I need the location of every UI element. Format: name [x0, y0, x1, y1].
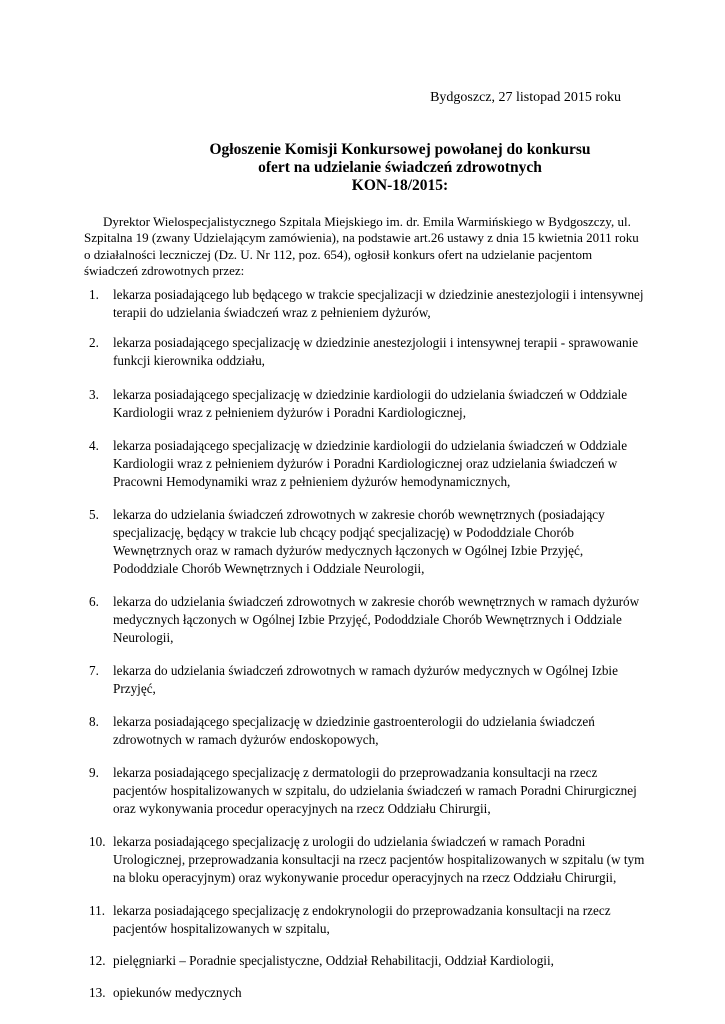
- list-item-number: 3.: [89, 387, 99, 402]
- list-item: [89, 437, 649, 491]
- title-line-2: ofert na udzielanie świadczeń zdrowotnych: [258, 159, 542, 176]
- list-item: [89, 984, 649, 1002]
- list-item-text: lekarza posiadającego specjalizację z urologii do udzielania świadczeń w ramach Poradni Urologicznej, przeprowadzania konsultacji na rzecz pacjentów hospitalizowanych w szpitalu (w tym na bloku operacyjnym) oraz wykonywanie procedur operacyjnych na rzecz Oddziału Chirurgii,: [113, 834, 645, 885]
- list-item-text: lekarza posiadającego specjalizację w dziedzinie gastroenterologii do udzielania świadczeń zdrowotnych w ramach dyżurów endoskopowych,: [113, 714, 595, 747]
- list-item: [89, 334, 649, 370]
- list-item-number: 2.: [89, 335, 99, 350]
- title-line-3: KON-18/2015:: [351, 177, 449, 194]
- list-item-text: pielęgniarki – Poradnie specjalistyczne, Oddział Rehabilitacji, Oddział Kardiologii,: [113, 953, 554, 968]
- list-item: [89, 286, 649, 322]
- document-title: [0, 141, 725, 195]
- list-item: [89, 952, 649, 970]
- list-item-number: 9.: [89, 765, 99, 780]
- list-item-text: lekarza posiadającego specjalizację w dziedzinie anestezjologii i intensywnej terapii - sprawowanie funkcji kierownika oddziału,: [113, 335, 639, 368]
- title-line-1: Ogłoszenie Komisji Konkursowej powołanej do konkursu: [209, 141, 591, 158]
- list-item: [89, 662, 649, 698]
- list-item-number: 10.: [89, 834, 106, 849]
- list-item-number: 5.: [89, 507, 99, 522]
- offer-list: [89, 286, 649, 1002]
- list-item: [89, 386, 649, 422]
- list-item-number: 13.: [89, 985, 106, 1000]
- list-item: [89, 833, 649, 887]
- list-item-text: lekarza posiadającego specjalizację z endokrynologii do przeprowadzania konsultacji na rzecz pacjentów hospitalizowanych w szpitalu,: [113, 903, 611, 936]
- intro-paragraph: [84, 214, 644, 279]
- list-item-number: 12.: [89, 953, 106, 968]
- intro-text: Dyrektor Wielospecjalistycznego Szpitala Miejskiego im. dr. Emila Warmińskiego w Bydgoszczy, ul. Szpitalna 19 (zwany Udzielającym zamówienia), na podstawie art.26 ustawy z dnia 15 kwietnia 2011 roku o działalności leczniczej (Dz. U. Nr 112, poz. 654), ogłosił konkurs ofert na udzielanie pacjentom świadczeń zdrowotnych przez:: [84, 214, 639, 278]
- list-item-number: 4.: [89, 438, 99, 453]
- list-item-text: lekarza do udzielania świadczeń zdrowotnych w zakresie chorób wewnętrznych (posiadający specjalizację, będący w trakcie lub chcący podjąć specjalizację) w Pododdziale Chorób Wewnętrznych oraz w ramach dyżurów medycznych łączonych w Ogólnej Izbie Przyjęć, Pododdziale Chorób Wewnętrznych i Oddziale Neurologii,: [113, 507, 605, 576]
- list-item: [89, 593, 649, 647]
- list-item-number: 6.: [89, 594, 99, 609]
- list-item-number: 7.: [89, 663, 99, 678]
- list-item: [89, 902, 649, 938]
- date-line: Bydgoszcz, 27 listopad 2015 roku: [430, 90, 621, 105]
- list-item-number: 1.: [89, 287, 99, 302]
- list-item-text: lekarza posiadającego specjalizację z dermatologii do przeprowadzania konsultacji na rzecz pacjentów hospitalizowanych w szpitalu, do udzielania świadczeń w ramach Poradni Chirurgicznej oraz wykonywania procedur operacyjnych na rzecz Oddziału Chirurgii,: [113, 765, 637, 816]
- list-item: [89, 506, 649, 578]
- list-item-text: lekarza posiadającego specjalizację w dziedzinie kardiologii do udzielania świadczeń w Oddziale Kardiologii wraz z pełnieniem dyżurów i Poradni Kardiologicznej,: [113, 387, 628, 420]
- list-item-text: opiekunów medycznych: [113, 985, 242, 1000]
- list-item-text: lekarza do udzielania świadczeń zdrowotnych w zakresie chorób wewnętrznych w ramach dyżurów medycznych łączonych w Ogólnej Izbie Przyjęć, Pododdziale Chorób Wewnętrznych i Oddziale Neurologii,: [113, 594, 640, 645]
- list-item-text: lekarza do udzielania świadczeń zdrowotnych w ramach dyżurów medycznych w Ogólnej Izbie Przyjęć,: [113, 663, 618, 696]
- list-item-number: 8.: [89, 714, 99, 729]
- list-item-text: lekarza posiadającego lub będącego w trakcie specjalizacji w dziedzinie anestezjologii i intensywnej terapii do udzielania świadczeń wraz z pełnieniem dyżurów,: [113, 287, 644, 320]
- list-item-number: 11.: [89, 903, 105, 918]
- list-item-text: lekarza posiadającego specjalizację w dziedzinie kardiologii do udzielania świadczeń w Oddziale Kardiologii wraz z pełnieniem dyżurów i Poradni Kardiologicznej oraz udzielania świadczeń w Pracowni Hemodynamiki wraz z pełnieniem dyżurów hemodynamicznych,: [113, 438, 628, 489]
- list-item: [89, 713, 649, 749]
- list-item: [89, 764, 649, 818]
